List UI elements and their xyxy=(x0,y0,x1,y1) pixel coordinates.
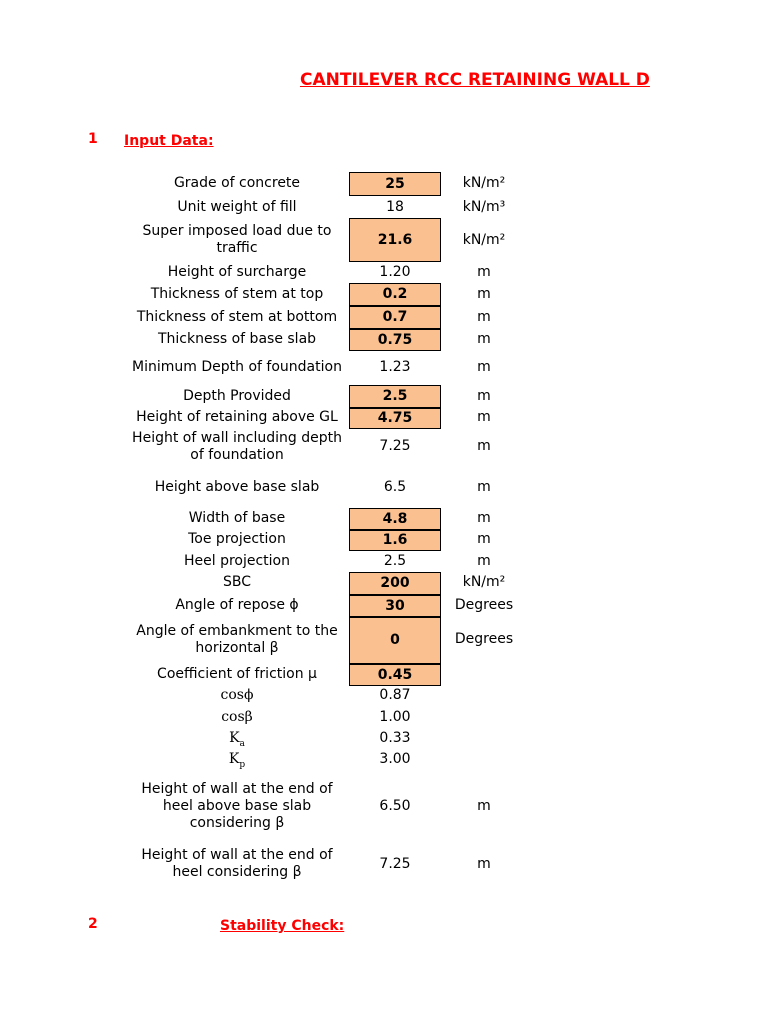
value-cell: 6.50 xyxy=(379,798,411,814)
row-label: Grade of concrete xyxy=(173,175,301,191)
row-label: $K_a$ xyxy=(229,730,245,749)
row-label: Thickness of stem at bottom xyxy=(136,309,338,325)
value-cell: 18 xyxy=(386,199,404,215)
unit-label: m xyxy=(477,388,491,404)
value-cell: 0.87 xyxy=(379,687,411,703)
page-title: CANTILEVER RCC RETAINING WALL D xyxy=(300,70,650,90)
section-number: 2 xyxy=(88,916,98,932)
unit-label: m xyxy=(477,438,491,454)
unit-label: m xyxy=(477,479,491,495)
input-cell-height-above-gl[interactable]: 4.75 xyxy=(349,408,441,429)
section-heading-stability-check: Stability Check: xyxy=(220,918,345,934)
value-cell: 7.25 xyxy=(379,856,411,872)
section-number: 1 xyxy=(88,131,98,147)
value-cell: 1.00 xyxy=(379,709,411,725)
row-label: Depth Provided xyxy=(183,388,291,404)
value-cell: 3.00 xyxy=(379,751,411,767)
row-label: Unit weight of fill xyxy=(177,199,297,215)
unit-label: kN/m² xyxy=(462,232,506,248)
unit-label: m xyxy=(477,309,491,325)
unit-label: m xyxy=(477,798,491,814)
value-cell: 0.33 xyxy=(379,730,411,746)
row-label: Angle of repose ϕ xyxy=(175,597,299,613)
row-label: Height of wall at the end of heel considering β xyxy=(141,847,333,880)
row-label: SBC xyxy=(222,574,252,590)
input-cell-toe-projection[interactable]: 1.6 xyxy=(349,530,441,551)
unit-label: kN/m² xyxy=(462,574,506,590)
unit-label: m xyxy=(477,409,491,425)
input-cell-stem-bottom[interactable]: 0.7 xyxy=(349,306,441,329)
input-cell-angle-of-embankment[interactable]: 0 xyxy=(349,617,441,664)
row-label: Height of wall at the end of heel above base slab considering β xyxy=(141,781,333,831)
unit-label: m xyxy=(477,264,491,280)
row-label: $K_p$ xyxy=(228,751,246,770)
input-cell-coefficient-of-friction[interactable]: 0.45 xyxy=(349,664,441,686)
input-cell-width-of-base[interactable]: 4.8 xyxy=(349,508,441,530)
row-label: Minimum Depth of foundation xyxy=(132,359,342,375)
input-cell-grade-of-concrete[interactable]: 25 xyxy=(349,172,441,196)
unit-label: kN/m³ xyxy=(462,199,506,215)
row-label: Heel projection xyxy=(183,553,290,569)
row-label: Coefficient of friction μ xyxy=(157,666,317,682)
input-cell-sbc[interactable]: 200 xyxy=(349,572,441,595)
unit-label: m xyxy=(477,286,491,302)
unit-label: m xyxy=(477,359,491,375)
value-cell: 7.25 xyxy=(379,438,411,454)
row-label: Thickness of stem at top xyxy=(150,286,324,302)
unit-label: m xyxy=(477,510,491,526)
unit-label: m xyxy=(477,553,491,569)
input-cell-stem-top[interactable]: 0.2 xyxy=(349,283,441,306)
row-label: Height of retaining above GL xyxy=(136,409,338,425)
value-cell: 2.5 xyxy=(383,553,407,569)
unit-label: Degrees xyxy=(454,631,514,647)
section-heading-input-data: Input Data: xyxy=(124,133,214,149)
row-label: cosϕ xyxy=(220,687,254,703)
row-label: cosβ xyxy=(221,709,253,725)
row-label: Super imposed load due to traffic xyxy=(142,223,332,256)
value-cell: 1.20 xyxy=(379,264,411,280)
input-cell-imposed-load[interactable]: 21.6 xyxy=(349,218,441,262)
value-cell: 1.23 xyxy=(379,359,411,375)
row-label: Angle of embankment to the horizontal β xyxy=(136,623,338,656)
unit-label: Degrees xyxy=(454,597,514,613)
unit-label: m xyxy=(477,331,491,347)
value-cell: 6.5 xyxy=(383,479,407,495)
unit-label: m xyxy=(477,856,491,872)
input-cell-base-slab[interactable]: 0.75 xyxy=(349,329,441,351)
unit-label: kN/m² xyxy=(462,175,506,191)
row-label: Thickness of base slab xyxy=(157,331,317,347)
input-cell-angle-of-repose[interactable]: 30 xyxy=(349,595,441,617)
row-label: Height of wall including depth of foundation xyxy=(132,430,342,463)
row-label: Height above base slab xyxy=(154,479,320,495)
unit-label: m xyxy=(477,531,491,547)
row-label: Height of surcharge xyxy=(167,264,307,280)
input-cell-depth-provided[interactable]: 2.5 xyxy=(349,385,441,408)
row-label: Toe projection xyxy=(188,531,286,547)
row-label: Width of base xyxy=(188,510,286,526)
